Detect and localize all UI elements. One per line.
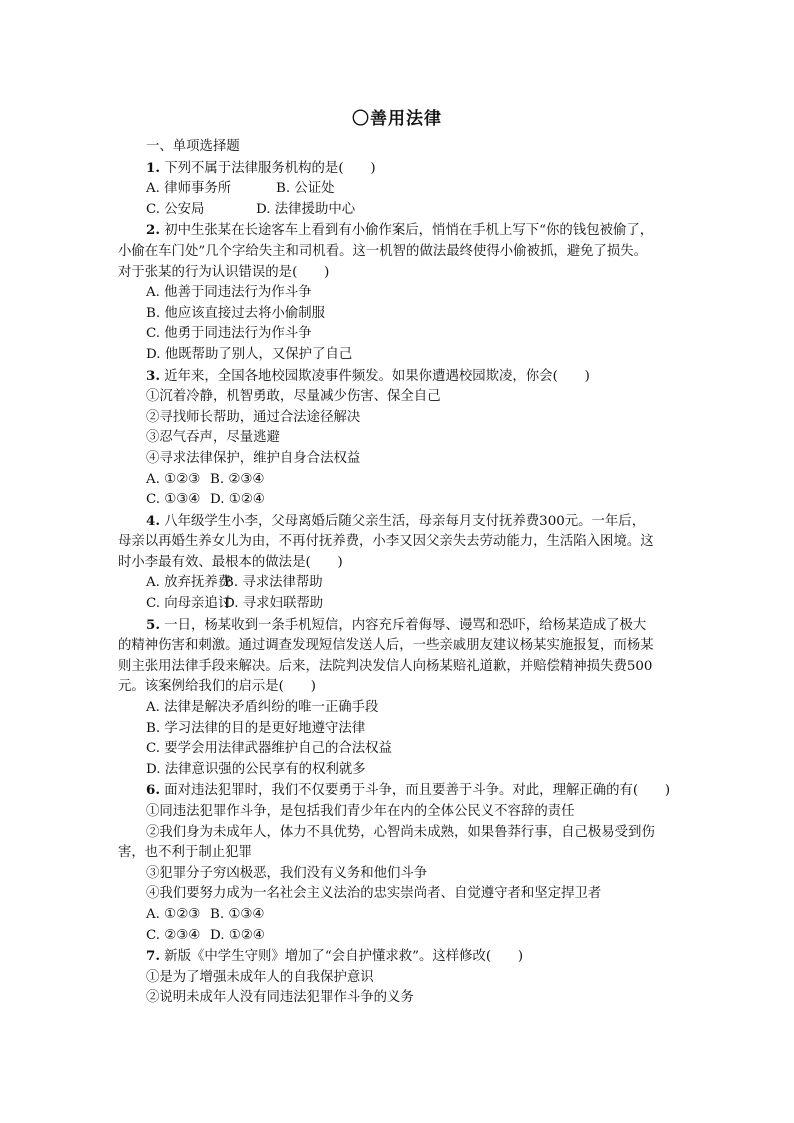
question-text-line: 小偷在车门处”几个字给失主和司机看。这一机智的做法最终使得小偷被抓，避免了损失。 [118,243,648,259]
option-d[interactable]: D. 法律援助中心 [256,201,356,217]
option-a[interactable]: A. ①②③ [146,471,201,487]
question-list [118,137,678,1009]
option-row [118,573,678,594]
question-4 [118,511,678,533]
option-a[interactable]: A. ①②③ [146,906,201,922]
question-text-line: 对于张某的行为认识错误的是( ) [118,264,330,280]
question-7 [118,946,678,968]
statement-2: ②说明未成年人没有同违法犯罪作斗争的义务 [146,990,414,1006]
statement-2: ②我们身为未成年人，体力不具优势，心智尚未成熟，如果鲁莽行事，自己极易受到伤 [146,824,655,840]
question-5 [118,615,678,637]
question-number: 1. [146,159,160,176]
question-number: 7. [146,948,160,965]
question-text: 面对违法犯罪时，我们不仅要勇于斗争，而且要善于斗争。对此，理解正确的有( ) [164,783,671,799]
option-c[interactable]: C. 他勇于同违法行为作斗争 [146,326,312,342]
question-text-line: 一日，杨某收到一条手机短信，内容充斥着侮辱、谩骂和恐吓，给杨某造成了极大 [164,617,647,633]
statement-1: ①是为了增强未成年人的自我保护意识 [146,969,374,985]
option-a[interactable]: A. 放弃抚养费 [146,575,232,591]
option-b[interactable]: B. 公证处 [276,181,335,197]
question-2 [118,220,678,242]
option-a[interactable]: A. 他善于同违法行为作斗争 [146,285,312,301]
option-a[interactable]: A. 律师事务所 [146,181,232,197]
question-text-line: 母亲以再婚生养女儿为由，不再付抚养费，小李又因父亲失去劳动能力，生活陷入困境。这 [118,534,654,550]
option-c[interactable]: C. ②③④ [146,927,201,943]
option-d[interactable]: D. ①②④ [210,492,265,508]
question-text-line: 时小李最有效、最根本的做法是( ) [118,554,343,570]
option-b[interactable]: B. ①③④ [210,906,265,922]
option-b[interactable]: B. ②③④ [210,471,265,487]
statement-2: ②寻找师长帮助，通过合法途径解决 [146,409,361,425]
question-number: 6. [146,782,160,799]
option-d[interactable]: D. 法律意识强的公民享有的权利就多 [146,761,366,777]
option-row [118,926,678,947]
statement-3: ③犯罪分子穷凶极恶，我们没有义务和他们斗争 [146,865,428,881]
option-b[interactable]: B. 学习法律的目的是更好地遵守法律 [146,720,366,736]
statement-4: ④寻求法律保护，维护自身合法权益 [146,450,361,466]
question-text: 下列不属于法律服务机构的是( ) [164,160,376,176]
section-heading: 一、单项选择题 [146,139,240,154]
option-c[interactable]: C. 公安局 [146,201,205,217]
option-c[interactable]: C. ①③④ [146,492,201,508]
option-row [118,179,678,200]
statement-1: ①沉着冷静，机智勇敢，尽量减少伤害、保全自己 [146,389,441,405]
question-6 [118,780,678,802]
option-b[interactable]: B. 他应该直接过去将小偷制服 [146,305,326,321]
statement-4: ④我们要努力成为一名社会主义法治的忠实崇尚者、自觉遵守者和坚定捍卫者 [146,886,602,902]
option-c[interactable]: C. 向母亲追讨 [146,596,232,612]
option-row [118,594,678,615]
option-c[interactable]: C. 要学会用法律武器维护自己的合法权益 [146,741,392,757]
page-title: 〇善用法律 [352,109,442,129]
question-text-line: 初中生张某在长途客车上看到有小偷作案后，悄悄在手机上写下“你的钱包被偷了， [164,223,654,239]
question-text: 新版《中学生守则》增加了“会自护懂求救”。这样修改( ) [164,949,524,965]
question-text-line: 则主张用法律手段来解决。后来，法院判决发信人向杨某赔礼道歉，并赔偿精神损失费500 [118,658,653,674]
question-1 [118,158,678,180]
question-text-line: 八年级学生小李，父母离婚后随父亲生活，母亲每月支付抚养费300元。一年后， [164,513,646,529]
question-text-line: 的精神伤害和刺激。通过调查发现短信发送人后，一些亲戚朋友建议杨某实施报复，而杨某 [118,638,654,654]
option-b[interactable]: B. 寻求法律帮助 [224,575,323,591]
statement-2-continued: 害，也不利于制止犯罪 [118,845,252,861]
option-a[interactable]: A. 法律是解决矛盾纠纷的唯一正确手段 [146,700,379,716]
statement-3: ③忍气吞声，尽量逃避 [146,430,280,446]
option-row [118,905,678,926]
question-number: 4. [146,512,160,529]
option-row [118,200,678,221]
statement-1: ①同违法犯罪作斗争，是包括我们青少年在内的全体公民义不容辞的责任 [146,804,575,819]
question-text: 近年来，全国各地校园欺凌事件频发。如果你遭遇校园欺凌，你会( ) [164,368,590,384]
question-text-line: 元。该案例给我们的启示是( ) [118,679,316,695]
option-d[interactable]: D. 寻求妇联帮助 [224,596,324,612]
option-row [118,470,678,491]
option-d[interactable]: D. ①②④ [210,927,265,943]
option-d[interactable]: D. 他既帮助了别人，又保护了自己 [146,346,353,362]
question-number: 5. [146,616,160,633]
option-row [118,490,678,511]
question-number: 2. [146,222,160,239]
question-number: 3. [146,367,160,384]
question-3 [118,366,678,388]
